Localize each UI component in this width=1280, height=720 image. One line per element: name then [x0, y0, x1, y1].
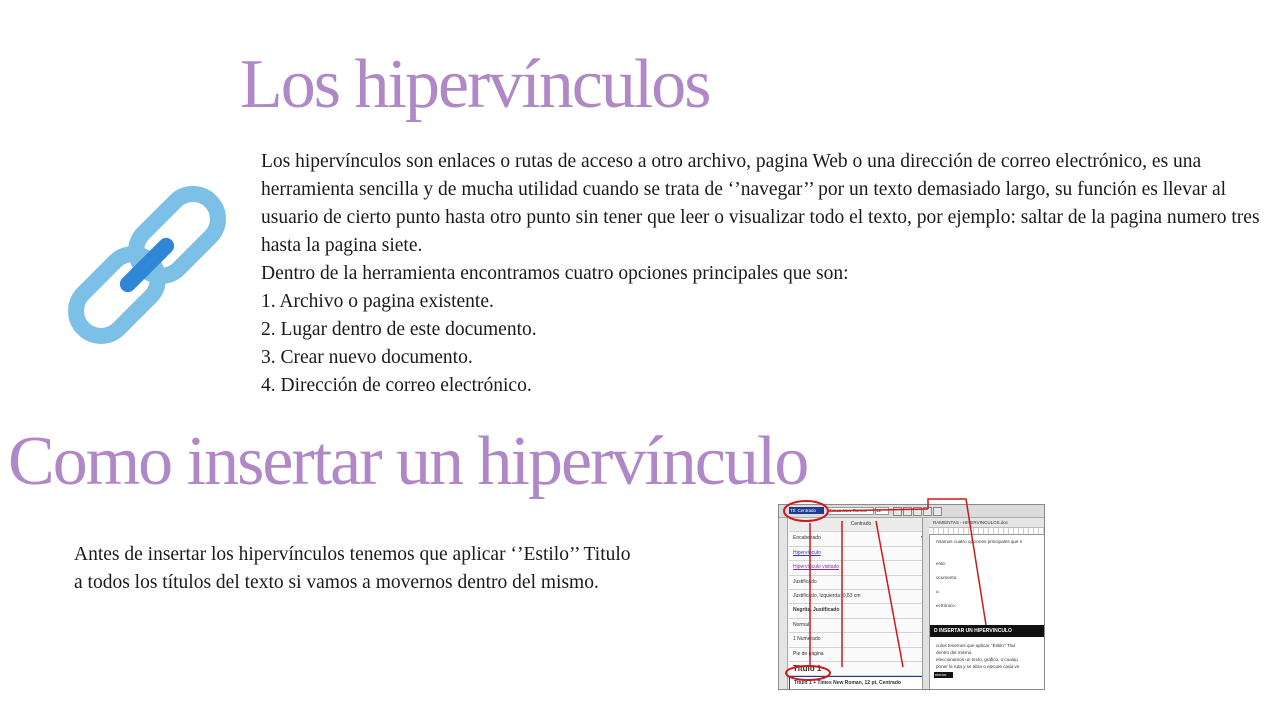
option-item: 2. Lugar dentro de este documento. — [261, 319, 537, 340]
panel-scrollbar[interactable] — [922, 518, 929, 689]
style-row[interactable]: Hipervínculo visitado — [789, 561, 929, 575]
font-size-dropdown[interactable]: 12 — [875, 507, 889, 515]
doc-line: ocumento. — [936, 575, 958, 580]
options-intro: Dentro de la herramienta encontramos cuatro opciones principales que son: — [261, 263, 849, 284]
style-dropdown[interactable]: Ttl: Centrado — [789, 507, 824, 514]
style-row[interactable]: Centrado — [789, 518, 929, 532]
style-row[interactable]: Negrita, Justificado — [789, 604, 929, 618]
doc-line: culos tenemos que aplicar ‘’Estilo’’ Titul — [936, 643, 1016, 648]
document-titlebar: RAMIENTAS - HIPERVINCULOS.doc — [929, 518, 1045, 528]
style-row[interactable]: 1 Numerado — [789, 633, 929, 647]
doc-selected-tag: nterior. — [934, 672, 953, 678]
intro-paragraph: Los hipervínculos son enlaces o rutas de acceso a otro archivo, pagina Web o una dirección de correo electrónico, es una herramienta sencilla y de mucha utilidad cuando se trata de ‘’navegar’’ por un texto demasiado largo, su función es llevar al usuario de cierto punto hasta otro punto sin tener que leer o visualizar todo el texto, por ejemplo: saltar de la pagina numero tres hasta la pagina siete. — [261, 151, 1260, 256]
style-row[interactable]: Justificado, Izquierda: 0,63 cm — [789, 590, 929, 604]
option-item: 4. Dirección de correo electrónico. — [261, 375, 532, 396]
align-left-button[interactable] — [913, 507, 922, 516]
doc-line: dentro del mismo. — [936, 650, 973, 655]
doc-line: eleccionamos un texto, gráfico, o cualqu — [936, 657, 1018, 662]
doc-heading-banner: D INSERTAR UN HIPERVINCULO — [930, 625, 1044, 637]
doc-line: o. — [936, 589, 940, 594]
doc-line: ntramos cuatro opciones principales que s — [936, 539, 1023, 544]
intro-text-block — [261, 148, 1271, 400]
option-item: 1. Archivo o pagina existente. — [261, 291, 494, 312]
steps-paragraph: Antes de insertar los hipervínculos tenemos que aplicar ‘’Estilo’’ Titulo a todos los títulos del texto si vamos a movernos dentro del mismo. — [74, 544, 631, 593]
steps-text-block — [74, 541, 634, 597]
align-center-button[interactable] — [923, 507, 932, 516]
style-row[interactable]: Titulo 1 — [789, 662, 929, 676]
word-screenshot — [778, 504, 1045, 690]
style-row-selected[interactable]: Titulo 1 + Times New Roman, 12 pt, Centrado — [789, 676, 929, 690]
slide-title-hipervinculos: Los hipervínculos — [240, 46, 710, 123]
doc-line: ectrónico. — [936, 603, 956, 608]
style-row[interactable]: Pie de página — [789, 648, 929, 662]
italic-button[interactable] — [903, 507, 912, 516]
font-dropdown[interactable]: Times New Roman — [827, 507, 874, 515]
doc-line: ente. — [936, 561, 947, 566]
style-row[interactable]: Normal — [789, 619, 929, 633]
format-toolbar — [779, 505, 1044, 518]
style-row[interactable]: Encabezado — [789, 532, 929, 546]
ruler — [929, 528, 1044, 535]
option-item: 3. Crear nuevo documento. — [261, 347, 473, 368]
left-toolbar — [779, 518, 788, 689]
chain-link-icon — [62, 185, 232, 345]
document-area — [930, 535, 1044, 689]
align-right-button[interactable] — [933, 507, 942, 516]
style-row[interactable]: Justificado — [789, 576, 929, 590]
style-list-panel — [789, 518, 930, 689]
doc-line: poner la ruta y se abra o ejecute cada ve — [936, 664, 1020, 669]
slide-title-como-insertar: Como insertar un hipervínculo — [8, 423, 808, 500]
style-row[interactable]: Hipervínculo — [789, 547, 929, 561]
bold-button[interactable] — [893, 507, 902, 516]
